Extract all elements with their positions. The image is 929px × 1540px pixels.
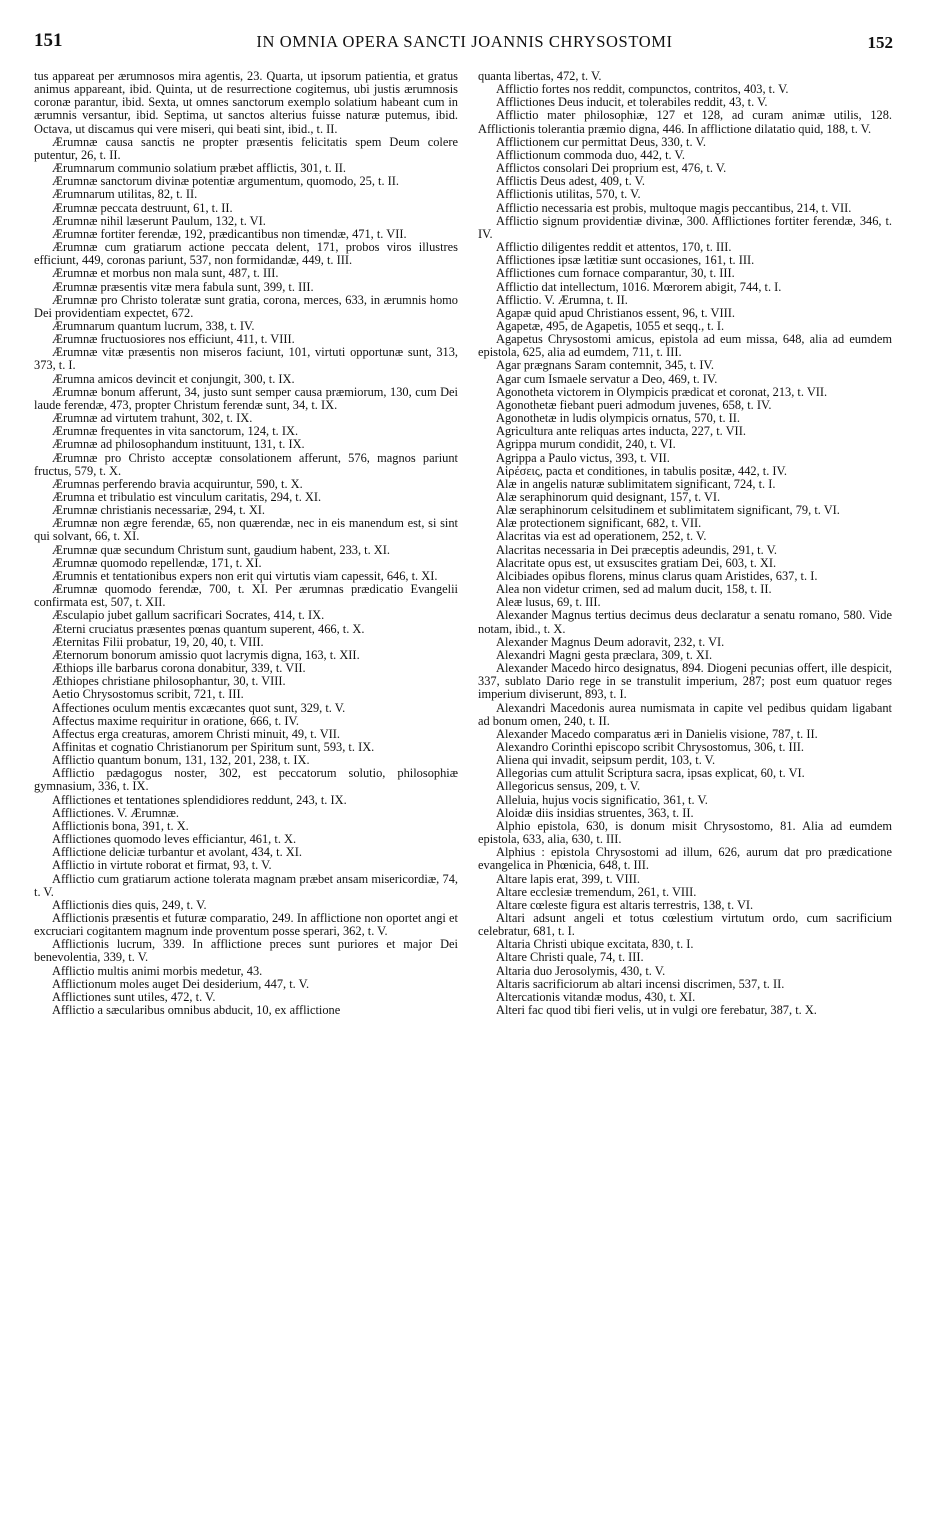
index-entry: Afflictio pædagogus noster, 302, est peccatorum solutio, philosophiæ gymnasium, 336, t. IX. [34, 766, 458, 794]
index-entry: Affectiones oculum mentis excæcantes quot sunt, 329, t. V. [52, 700, 346, 715]
index-entry: Alexandri Magni gesta præclara, 309, t. XI. [496, 647, 713, 662]
index-entry: Afflictio mater philosophiæ, 127 et 128, ad curam animæ utilis, 128. Afflictionis tolerantia præmio digna, 446. In afflictione dilatatio quid, 188, t. V. [478, 108, 892, 136]
index-entry: Ærumnæ quomodo ferendæ, 700, t. XI. Per ærumnas prædicatio Evangelii confirmata est, 507, t. XII. [34, 582, 458, 610]
index-entry: Afflictio cum gratiarum actione tolerata magnam præbet ansam misericordiæ, 74, t. V. [34, 871, 458, 899]
index-entry: Agrippa murum condidit, 240, t. VI. [496, 437, 676, 452]
index-entry: Ærumnarum quantum lucrum, 338, t. IV. [52, 318, 255, 333]
index-entry: Afflictos consolari Dei proprium est, 476, t. V. [496, 161, 727, 176]
index-entry: Afflictiones sunt utiles, 472, t. V. [52, 989, 216, 1004]
index-entry: Altare Christi quale, 74, t. III. [496, 950, 644, 965]
page-header [0, 30, 929, 60]
index-entry: Agonotheta victorem in Olympicis prædicat et coronat, 213, t. VII. [496, 384, 828, 399]
index-entry: Æsculapio jubet gallum sacrificari Socrates, 414, t. IX. [52, 608, 325, 623]
index-entry: Aetio Chrysostomus scribit, 721, t. III. [52, 687, 244, 702]
index-entry: Aloidæ diis insidias struentes, 363, t. II. [496, 805, 694, 820]
index-entry: Ærumnæ ad philosophandum instituunt, 131, t. IX. [52, 437, 305, 452]
index-entry: Altaria duo Jerosolymis, 430, t. V. [496, 963, 666, 978]
index-entry: Agar prægnans Saram contemnit, 345, t. IV. [496, 358, 714, 373]
index-entry: Altari adsunt angeli et totus cœlestium virtutum ordo, cum sacrificium celebratur, 681, t. I. [478, 911, 892, 939]
index-entry: Alexander Magnus Deum adoravit, 232, t. VI. [496, 634, 725, 649]
index-column-right [478, 70, 892, 1017]
index-entry: Ærumnæ nihil læserunt Paulum, 132, t. VI. [52, 213, 266, 228]
index-entry: Ærumnæ fortiter ferendæ, 192, prædicantibus non timendæ, 471, t. VII. [52, 226, 407, 241]
index-entry: Afflictio fortes nos reddit, compunctos, contritos, 403, t. V. [496, 82, 789, 97]
index-entry: Afflictionis præsentis et futuræ comparatio, 249. In afflictione non oportet angi et excruciari cogitantem magnum inde proventum posse sperari, 362, t. V. [34, 911, 458, 939]
index-entry: Afflictionis lucrum, 339. In afflictione preces sunt puriores et major Dei benevolentia, 339, t. V. [34, 937, 458, 965]
index-entry: Agapæ quid apud Christianos essent, 96, t. VIII. [496, 305, 735, 320]
index-entry: Ærumnæ fructuosiores nos efficiunt, 411, t. VIII. [52, 332, 295, 347]
index-entry: Ærumnæ bonum afferunt, 34, justo sunt semper causa præmiorum, 130, cum Dei laude ferendæ, 473, propter Christum ferendæ sunt, 34, t. IX. [34, 384, 458, 412]
index-entry: Afflictio dat intellectum, 1016. Mœrorem abigit, 744, t. I. [496, 279, 782, 294]
index-entry: Altaris sacrificiorum ab altari incensi discrimen, 537, t. II. [496, 976, 785, 991]
index-entry: Ærumnæ quæ secundum Christum sunt, gaudium habent, 233, t. XI. [52, 542, 390, 557]
index-entry: Ærumnæ pro Christo toleratæ sunt gratia, corona, merces, 633, in ærumnis homo Dei providentiam expectet, 672. [34, 292, 458, 320]
index-entry: Alexandri Macedonis aurea numismata in capite vel pedibus quidam ligabant ad bonum omen, 240, t. II. [478, 700, 892, 728]
index-entry: Ærumnæ peccata destruunt, 61, t. II. [52, 200, 233, 215]
index-entry: Altare ecclesiæ tremendum, 261, t. VIII. [496, 884, 697, 899]
index-entry: Alexander Magnus tertius decimus deus declaratur a senatu romano, 580. Vide notam, ibid., t. X. [478, 608, 892, 636]
index-entry: Alexandro Corinthi episcopo scribit Chrysostomus, 306, t. III. [496, 739, 805, 754]
index-entry: Agonothetæ in ludis olympicis ornatus, 570, t. II. [496, 411, 741, 426]
index-entry: Agapetæ, 495, de Agapetis, 1055 et seqq., t. I. [496, 318, 725, 333]
index-entry: Afflictio multis animi morbis medetur, 43. [52, 963, 263, 978]
index-entry: Alacritas via est ad operationem, 252, t. V. [496, 529, 707, 544]
index-entry: Afflictiones Deus inducit, et tolerabiles reddit, 43, t. V. [496, 95, 768, 110]
index-entry: Aleæ lusus, 69, t. III. [496, 595, 601, 610]
index-entry: Allegorias cum attulit Scriptura sacra, ipsas explicat, 60, t. VI. [496, 766, 805, 781]
index-column-left [34, 70, 458, 1017]
index-entry: Afflictionum moles auget Dei desiderium, 447, t. V. [52, 976, 310, 991]
page-number-right: 152 [867, 33, 893, 52]
index-entry: Afflictiones. V. Ærumnæ. [52, 805, 180, 820]
page-number-left: 151 [34, 30, 63, 51]
index-entry: Allegoricus sensus, 209, t. V. [496, 779, 641, 794]
index-entry: Afflictiones ipsæ lætitiæ sunt occasiones, 161, t. III. [496, 253, 755, 268]
index-entry: Afflictione deliciæ turbantur et avolant, 434, t. XI. [52, 845, 302, 860]
running-title: IN OMNIA OPERA SANCTI JOANNIS CHRYSOSTOMI [256, 32, 673, 51]
index-entry: Ærumnæ ad virtutem trahunt, 302, t. IX. [52, 411, 253, 426]
index-entry: Ærumnæ non ægre ferendæ, 65, non quærendæ, nec in eis manendum est, si sint qui solvant, 66, t. XI. [34, 516, 458, 544]
index-entry: Ærumnæ cum gratiarum actione peccata delent, 171, probos viros illustres efficiunt, 449, coronas pariunt, 537, non formidandæ, 449, t. III. [34, 240, 458, 268]
index-entry: Affinitas et cognatio Christianorum per Spiritum sunt, 593, t. IX. [52, 739, 375, 754]
index-entry: Afflictio in virtute roborat et firmat, 93, t. V. [52, 858, 272, 873]
index-entry: Alteri fac quod tibi fieri velis, ut in vulgi ore ferebatur, 387, t. X. [496, 1003, 817, 1018]
index-entry: Æternorum bonorum amissio quot lacrymis digna, 163, t. XII. [52, 647, 360, 662]
index-entry: Altaria Christi ubique excitata, 830, t. I. [496, 937, 694, 952]
index-entry: Altercationis vitandæ modus, 430, t. XI. [496, 989, 696, 1004]
index-entry: Alæ in angelis naturæ sublimitatem significant, 724, t. I. [496, 476, 776, 491]
index-entry: Ærumnæ vitæ præsentis non miseros faciunt, 101, virtuti opportunæ sunt, 313, 373, t. I. [34, 345, 458, 373]
index-entry: Afflictionis utilitas, 570, t. V. [496, 187, 641, 202]
index-entry: Ærumnarum utilitas, 82, t. II. [52, 187, 198, 202]
index-entry: Æthiopes christiane philosophantur, 30, t. VIII. [52, 674, 286, 689]
index-entry: Ærumnæ frequentes in vita sanctorum, 124, t. IX. [52, 424, 299, 439]
index-entry: Affectus maxime requiritur in oratione, 666, t. IV. [52, 713, 299, 728]
index-entry: Afflictio. V. Ærumna, t. II. [496, 292, 628, 307]
index-entry: Ærumnæ et morbus non mala sunt, 487, t. III. [52, 266, 279, 281]
index-entry: Αἱρέσεις, pacta et conditiones, in tabulis positæ, 442, t. IV. [496, 463, 788, 478]
index-entry: Alacritate opus est, ut exsuscites gratiam Dei, 603, t. XI. [496, 555, 777, 570]
index-entry: Afflictio quantum bonum, 131, 132, 201, 238, t. IX. [52, 753, 310, 768]
index-entry: Affectus erga creaturas, amorem Christi minuit, 49, t. VII. [52, 726, 341, 741]
index-entry: Afflictiones et tentationes splendidiores reddunt, 243, t. IX. [52, 792, 347, 807]
index-entry: Æterni cruciatus præsentes pœnas quantum superent, 466, t. X. [52, 621, 365, 636]
index-entry: Ærumnæ pro Christo acceptæ consolationem afferunt, 576, magnos pariunt fructus, 579, t. X. [34, 450, 458, 478]
index-entry: Afflictionem cur permittat Deus, 330, t. V. [496, 134, 706, 149]
index-entry: Ærumnæ præsentis vitæ mera fabula sunt, 399, t. III. [52, 279, 314, 294]
index-entry: Agar cum Ismaele servatur a Deo, 469, t. IV. [496, 371, 718, 386]
index-entry: Alleluia, hujus vocis significatio, 361, t. V. [496, 792, 708, 807]
index-entry: Alphio epistola, 630, is donum misit Chrysostomo, 81. Alia ad eumdem epistola, 633, alia, 630, t. III. [478, 818, 892, 847]
index-entry: Afflictis Deus adest, 409, t. V. [496, 174, 646, 189]
index-entry: Alexander Macedo hirco designatus, 894. Diogeni pecunias offert, ille despicit, 337, sublato Dario rege in se transtulit imperium, 287; post eum quatuor reges imperium diviserunt, 893, t. I. [478, 661, 892, 702]
index-entry: Ærumnæ christianis necessariæ, 294, t. XI. [52, 503, 266, 518]
index-entry: Afflictio diligentes reddit et attentos, 170, t. III. [496, 240, 732, 255]
index-entry: Ærumnæ sanctorum divinæ potentiæ argumentum, quomodo, 25, t. II. [52, 174, 400, 189]
index-entry: Alæ protectionem significant, 682, t. VII. [496, 516, 702, 531]
index-entry: Aliena qui invadit, seipsum perdit, 103, t. V. [496, 753, 716, 768]
index-entry: Altare lapis erat, 399, t. VIII. [496, 871, 640, 886]
index-entry: Afflictionis dies quis, 249, t. V. [52, 897, 207, 912]
index-entry: Ærumnæ causa sanctis ne propter præsentis felicitatis spem Deum colere putentur, 26, t. II. [34, 134, 458, 162]
index-entry: Agrippa a Paulo victus, 393, t. VII. [496, 450, 670, 465]
index-entry: Agonothetæ fiebant pueri admodum juvenes, 658, t. IV. [496, 397, 772, 412]
index-entry: Afflictio a sæcularibus omnibus abducit, 10, ex afflictione [52, 1003, 341, 1018]
index-entry: Alphius : epistola Chrysostomi ad illum, 626, aurum dat pro prædicatione evangelica in Phœnicia, 648, t. III. [478, 845, 892, 873]
index-entry: Afflictionum commoda duo, 442, t. V. [496, 147, 685, 162]
index-entry: Agapetus Chrysostomi amicus, epistola ad eum missa, 648, alia ad eumdem epistola, 625, alia ad eumdem, 711, t. III. [478, 332, 892, 360]
index-entry: Afflictio necessaria est probis, multoque magis peccantibus, 214, t. VII. [496, 200, 852, 215]
index-entry: Alcibiades opibus florens, minus clarus quam Aristides, 637, t. I. [496, 568, 818, 583]
index-entry: Ærumna amicos devincit et conjungit, 300, t. IX. [52, 371, 295, 386]
index-entry: Afflictionis bona, 391, t. X. [52, 818, 189, 833]
index-entry: Ærumnarum communio solatium præbet afflictis, 301, t. II. [52, 161, 347, 176]
index-entry: Alæ seraphinorum quid designant, 157, t. VI. [496, 490, 721, 504]
index-entry: Afflictio signum providentiæ divinæ, 300. Afflictiones fortiter ferendæ, 346, t. IV. [478, 213, 892, 241]
index-entry: Ærumnas perferendo bravia acquiruntur, 590, t. X. [52, 476, 303, 491]
index-entry: Afflictiones cum fornace comparantur, 30, t. III. [496, 266, 735, 281]
index-entry: Alea non videtur crimen, sed ad malum ducit, 158, t. II. [496, 582, 772, 597]
index-entry: Alexander Macedo comparatus æri in Danielis visione, 787, t. II. [496, 726, 818, 741]
index-entry: Ærumna et tribulatio est vinculum caritatis, 294, t. XI. [52, 490, 322, 504]
index-entry: Æthiops ille barbarus corona donabitur, 339, t. VII. [52, 661, 306, 676]
index-entry: Ærumnæ quomodo repellendæ, 171, t. XI. [52, 555, 262, 570]
index-entry: Alacritas necessaria in Dei præceptis adeundis, 291, t. V. [496, 542, 778, 557]
index-entry: Alæ seraphinorum celsitudinem et sublimitatem significant, 79, t. VI. [496, 503, 840, 518]
index-entry: Afflictiones quomodo leves efficiantur, 461, t. X. [52, 832, 297, 847]
index-entry: Agricultura ante reliquas artes inducta, 227, t. VII. [496, 424, 746, 439]
index-entry: quanta libertas, 472, t. V. [478, 69, 602, 83]
index-entry: tus appareat per ærumnosos mira agentis, 23. Quarta, ut ipsorum patientia, et gratus animus appareant, ibid. Quinta, ut de resurrectione cogitemus, ubi justis ærumnosis coronæ parantur, ibid. Sexta, ut omnes sanctorum exemplo solatium habeant cum in ærumnis versantur, ibid. Septima, ut sanctos alterius fuisse naturæ putemus, ibid. Octava, ut discamus qui vere miseri, qui beati sint, ibid., t. II. [34, 69, 458, 136]
index-entry: Altare cœleste figura est altaris terrestris, 138, t. VI. [496, 897, 754, 912]
index-entry: Ærumnis et tentationibus expers non erit qui virtutis viam capessit, 646, t. XI. [52, 568, 438, 583]
index-entry: Æternitas Filii probatur, 19, 20, 40, t. VIII. [52, 634, 264, 649]
